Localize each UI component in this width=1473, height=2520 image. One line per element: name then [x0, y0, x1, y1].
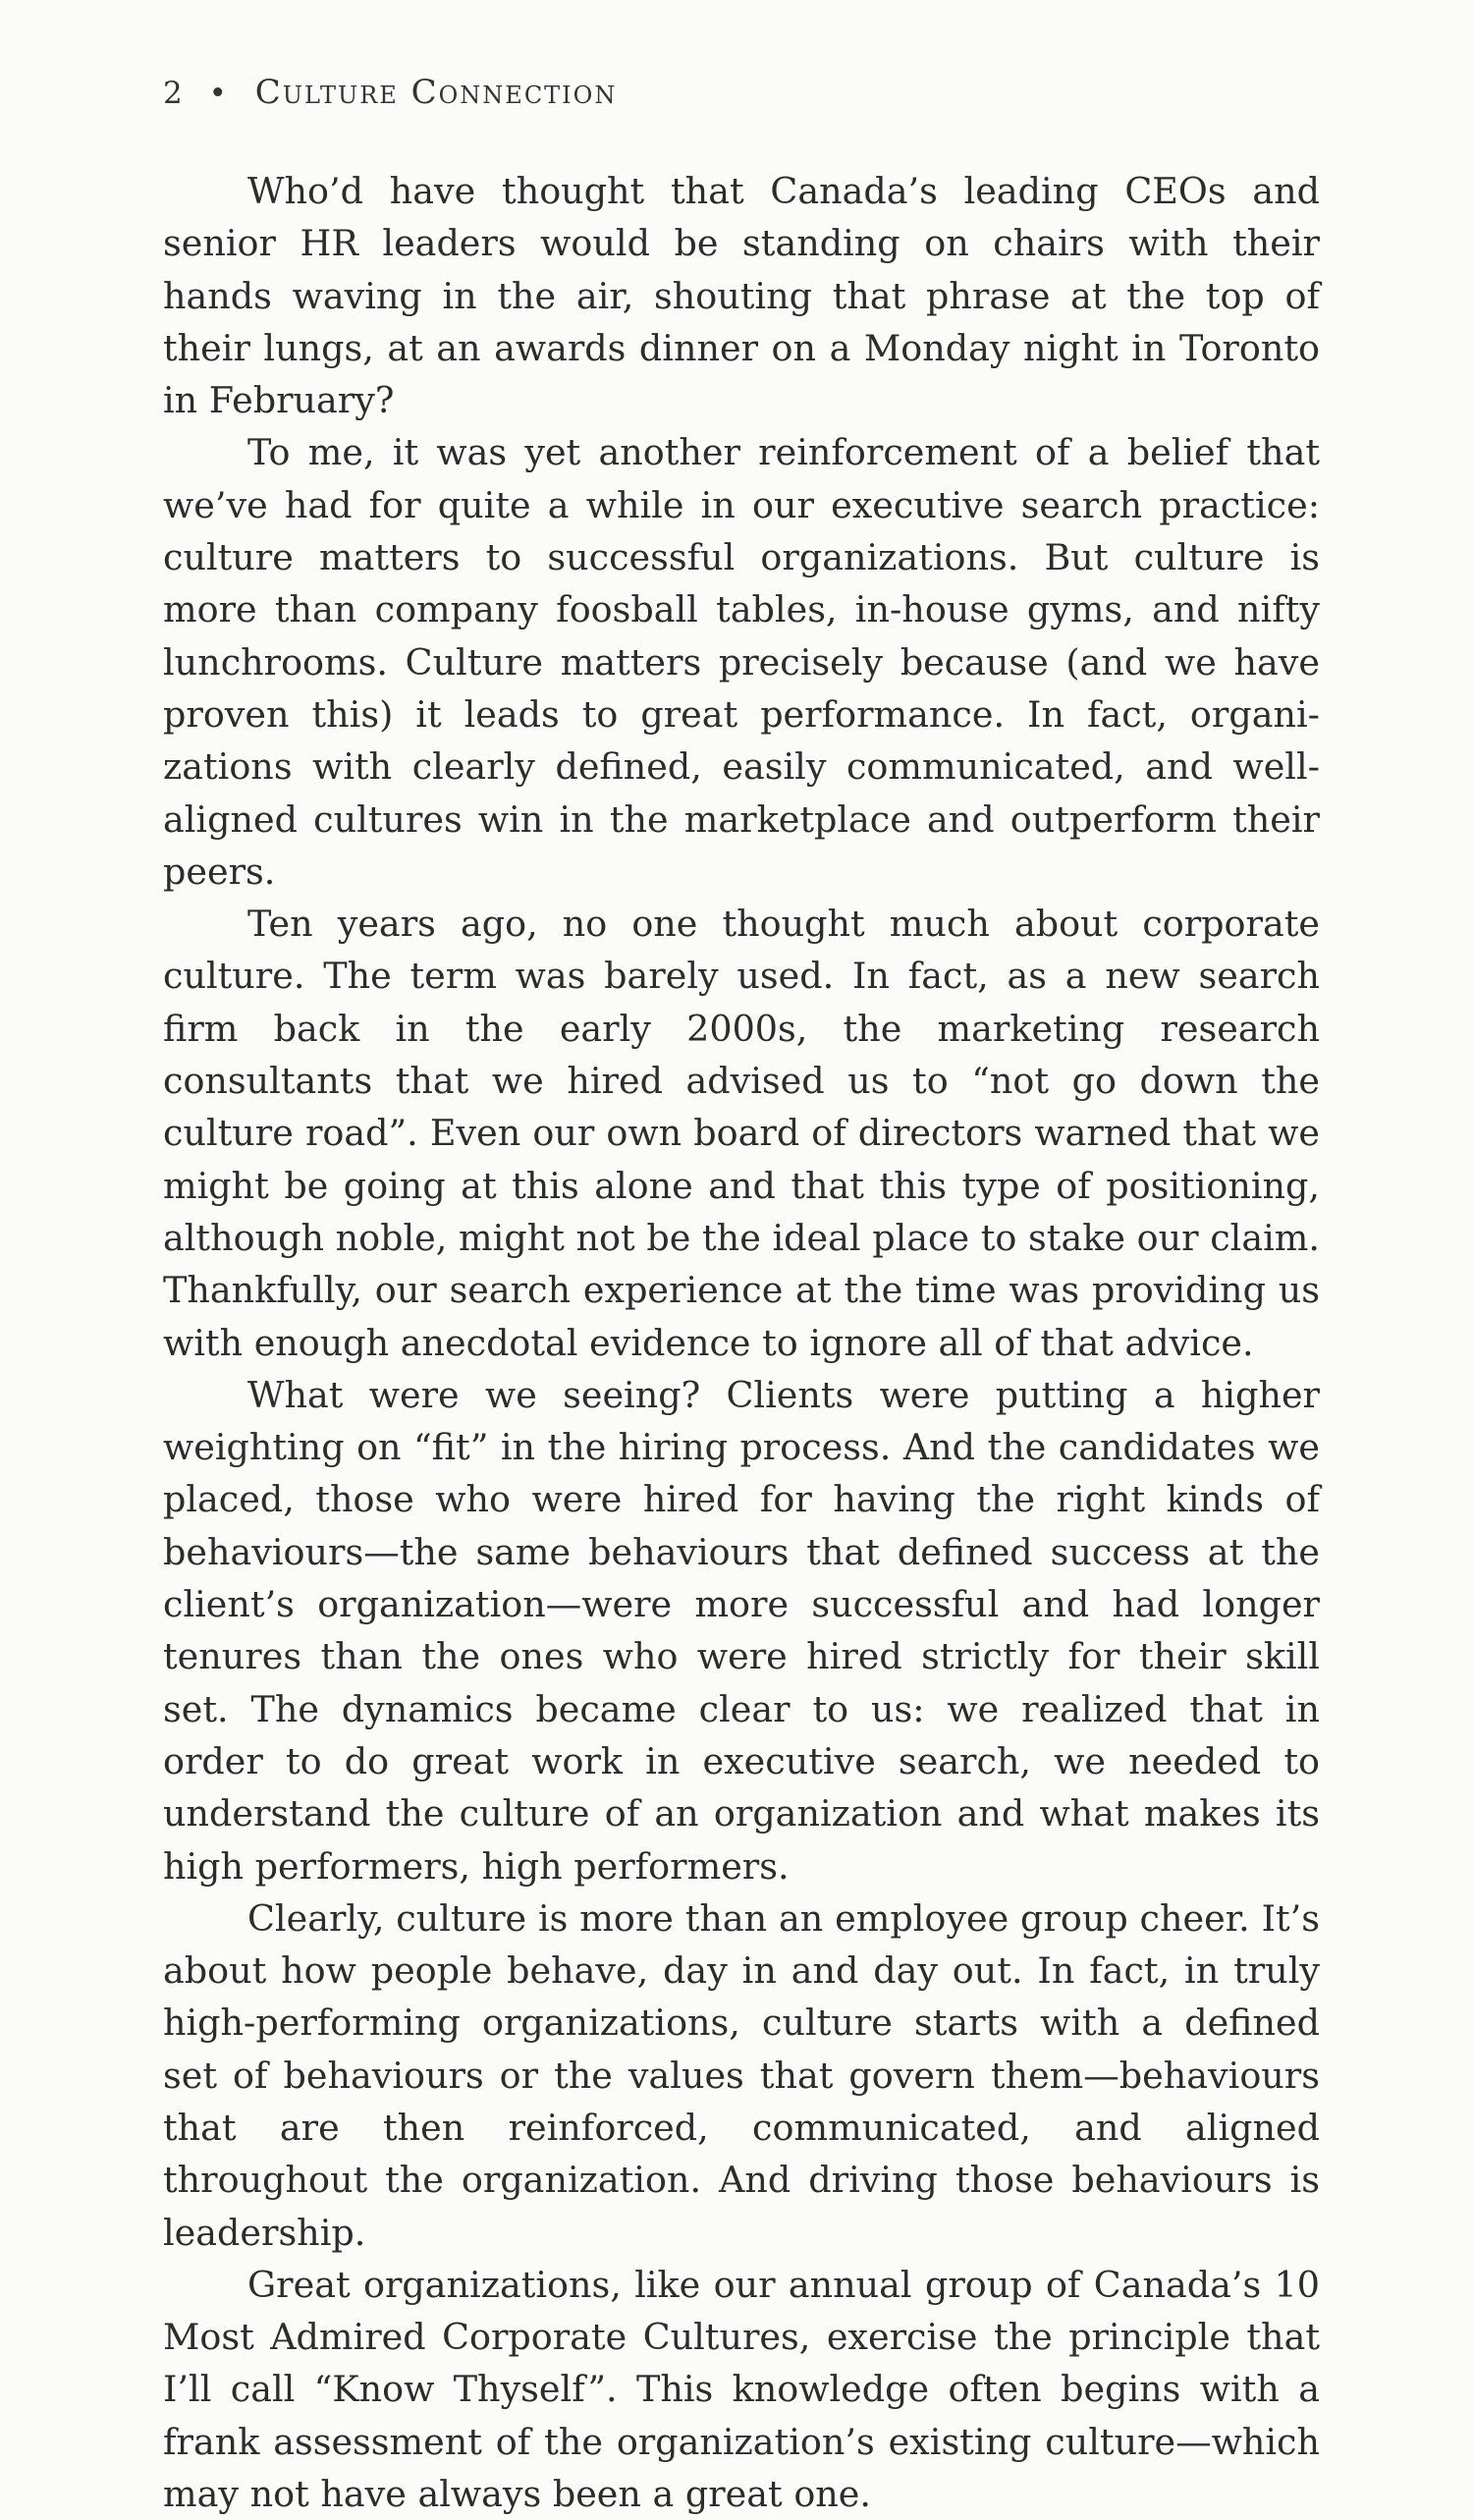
running-head	[163, 73, 617, 112]
body-text	[163, 165, 1320, 2520]
paragraph: Clearly, culture is more than an employee group cheer. It’s about how people behave, day in and day out. In fact, in truly high-performing organizations, culture starts with a defined set of behaviours or the values that govern them—behaviours that are then reinforced, communicated, and aligned throughout the organization. And driving those behaviours is leadership.	[163, 1896, 1320, 2254]
running-title: Culture Connection	[254, 73, 618, 112]
paragraph: Ten years ago, no one thought much about corporate culture. The term was barely used. In fact, as a new search firm back in the early 2000s, the marketing research consultants that we hired advised us to “not go down the culture road”. Even our own board of directors warned that we might be going at this alone and that this type of positioning, although noble, might not be the ideal place to stake our claim. Thankfully, our search experience at the time was providing us with enough anecdotal evidence to ignore all of that advice.	[163, 903, 1320, 1364]
paragraph: Who’d have thought that Canada’s leading CEOs and senior HR leaders would be standing on chairs with their hands waving in the air, shouting that phrase at the top of their lungs, at an awards dinner on a Monday night in Toronto in February?	[163, 170, 1320, 422]
paragraph: Great organizations, like our annual group of Canada’s 10 Most Admired Corporate Cultures, exercise the principle that I’ll call “Know Thyself”. This knowledge often begins with a frank assessment of the organization’s existing culture—which may not have always been a great one.	[163, 2263, 1320, 2516]
header-separator: •	[208, 76, 229, 111]
paragraph: To me, it was yet another reinforcement of a belief that we’ve had for quite a while in our executive search practice: culture matters to successful organizations. But culture is more than company foosball tables, in-house gyms, and nifty lunchrooms. Culture matters precisely because (and we have proven this) it leads to great performance. In fact, organizations with clearly defined, easily communicated, and well-aligned cultures win in the marketplace and outperform their peers.	[163, 431, 1320, 893]
paragraph: What were we seeing? Clients were putting a higher weighting on “fit” in the hiring process. And the candidates we placed, those who were hired for having the right kinds of behaviours—the same behaviours that defined success at the client’s organization—were more successful and had longer tenures than the ones who were hired strictly for their skill set. The dynamics became clear to us: we realized that in order to do great work in executive search, we needed to understand the culture of an organization and what makes its high performers, high performers.	[163, 1373, 1320, 1888]
page-number: 2	[163, 76, 185, 111]
